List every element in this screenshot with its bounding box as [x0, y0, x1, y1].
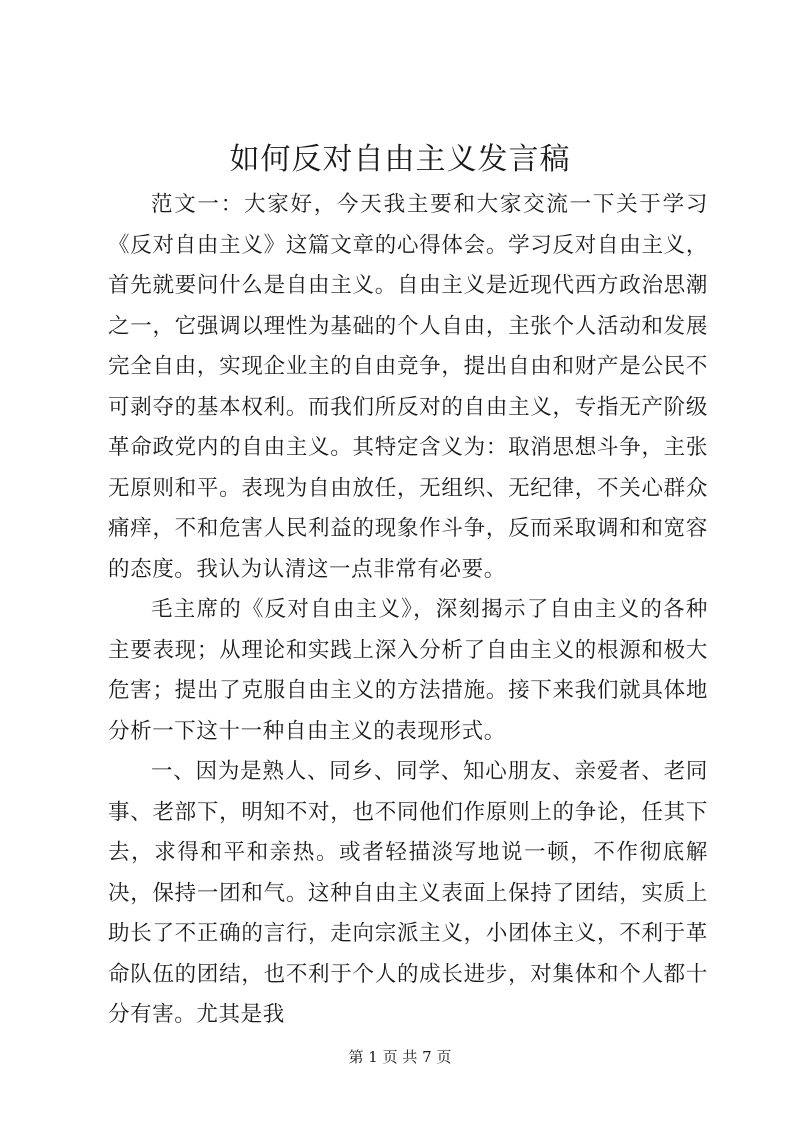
page-footer: 第 1 页 共 7 页: [348, 1048, 452, 1066]
paragraph-3: 一、因为是熟人、同乡、同学、知心朋友、亲爱者、老同事、老部下，明知不对，也不同他们作原则上的争论，任其下去，求得和平和亲热。或者轻描淡写地说一顿，不作彻底解决，保持一团和气。这种自由主义表面上保持了团结，实质上助长了不正确的言行，走向宗派主义，小团体主义，不利于革命队伍的团结，也不利于个人的成长进步，对集体和个人都十分有害。尤其是我: [108, 759, 708, 1027]
document-body: [108, 185, 708, 1036]
paragraph-1: 范文一：大家好，今天我主要和大家交流一下关于学习《反对自由主义》这篇文章的心得体会。学习反对自由主义，首先就要问什么是自由主义。自由主义是近现代西方政治思潮之一，它强调以理性为基础的个人自由，主张个人活动和发展完全自由，实现企业主的自由竞争，提出自由和财产是公民不可剥夺的基本权利。而我们所反对的自由主义，专指无产阶级革命政党内的自由主义。其特定含义为：取消思想斗争，主张无原则和平。表现为自由放任，无组织、无纪律，不关心群众痛痒，不和危害人民利益的现象作斗争，反而采取调和和宽容的态度。我认为认清这一点非常有必要。: [108, 192, 708, 582]
page-title: 如何反对自由主义发言稿: [229, 142, 571, 177]
paragraph-2: 毛主席的《反对自由主义》，深刻揭示了自由主义的各种主要表现；从理论和实践上深入分析了自由主义的根源和极大危害；提出了克服自由主义的方法措施。接下来我们就具体地分析一下这十一种自由主义的表现形式。: [108, 597, 708, 744]
